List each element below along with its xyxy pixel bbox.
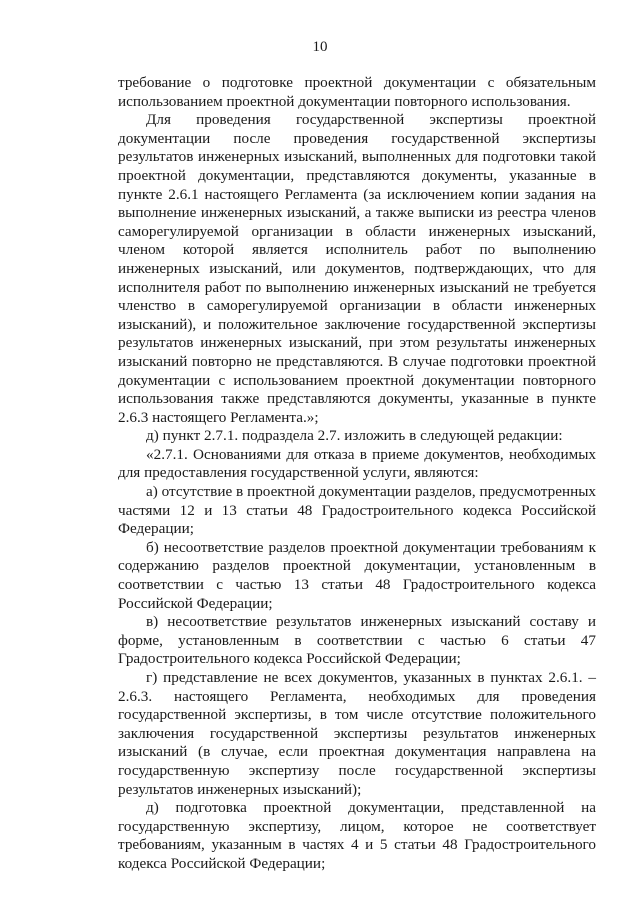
paragraph-continuation: требование о подготовке проектной документации с обязательным использованием проектной документации повторного использования. — [118, 74, 596, 110]
paragraph-item-d: д) подготовка проектной документации, представленной на государственную экспертизу, лицом, которое не соответствует требованиям, указанным в частях 4 и 5 статьи 48 Градостроительного кодекса Российской Федерации; — [118, 799, 596, 872]
paragraph-item-v: в) несоответствие результатов инженерных изысканий составу и форме, установленным в соответствии с частью 6 статьи 47 Градостроительного кодекса Российской Федерации; — [118, 613, 596, 668]
document-body — [118, 74, 596, 874]
paragraph-refusal-grounds: «2.7.1. Основаниями для отказа в приеме документов, необходимых для предоставления государственной услуги, являются: — [118, 445, 596, 482]
paragraph-item-b: б) несоответствие разделов проектной документации требованиям к содержанию разделов проектной документации, установленным в соответствии с частью 13 статьи 48 Градостроительного кодекса Российской Федерации; — [118, 538, 596, 612]
paragraph-expertise-documents: Для проведения государственной экспертизы проектной документации после проведения государственной экспертизы результатов инженерных изысканий, выполненных для подготовки такой проектной документации, представляются документы, указанные в пункте 2.6.1 настоящего Регламента (за исключением копии задания на выполнение инженерных изысканий, а также выписки из реестра членов саморегулируемой организации в области инженерных изысканий, членом которой является исполнитель работ по выполнению инженерных изысканий, или документов, подтверждающих, что для исполнителя работ по выполнению инженерных изысканий не требуется членство в саморегулируемой организации в области инженерных изысканий), и положительное заключение государственной экспертизы результатов инженерных изысканий, при этом результаты инженерных изысканий повторно не представляются. В случае подготовки проектной документации с использованием проектной документации повторного использования также представляются документы, указанные в пункте 2.6.3 настоящего Регламента.»; — [118, 111, 596, 426]
paragraph-item-g: г) представление не всех документов, указанных в пунктах 2.6.1. – 2.6.3. настоящего Регламента, необходимых для проведения государственной экспертизы, в том числе отсутствие положительного заключения государственной экспертизы результатов инженерных изысканий (в случае, если проектная документация направлена на государственную экспертизу после государственной экспертизы результатов инженерных изысканий); — [118, 669, 596, 798]
paragraph-item-a: а) отсутствие в проектной документации разделов, предусмотренных частями 12 и 13 статьи 48 Градостроительного кодекса Российской Федерации; — [118, 483, 596, 538]
page-number: 10 — [312, 39, 328, 55]
paragraph-amendment-2-7-1: д) пункт 2.7.1. подраздела 2.7. изложить в следующей редакции: — [146, 427, 563, 445]
